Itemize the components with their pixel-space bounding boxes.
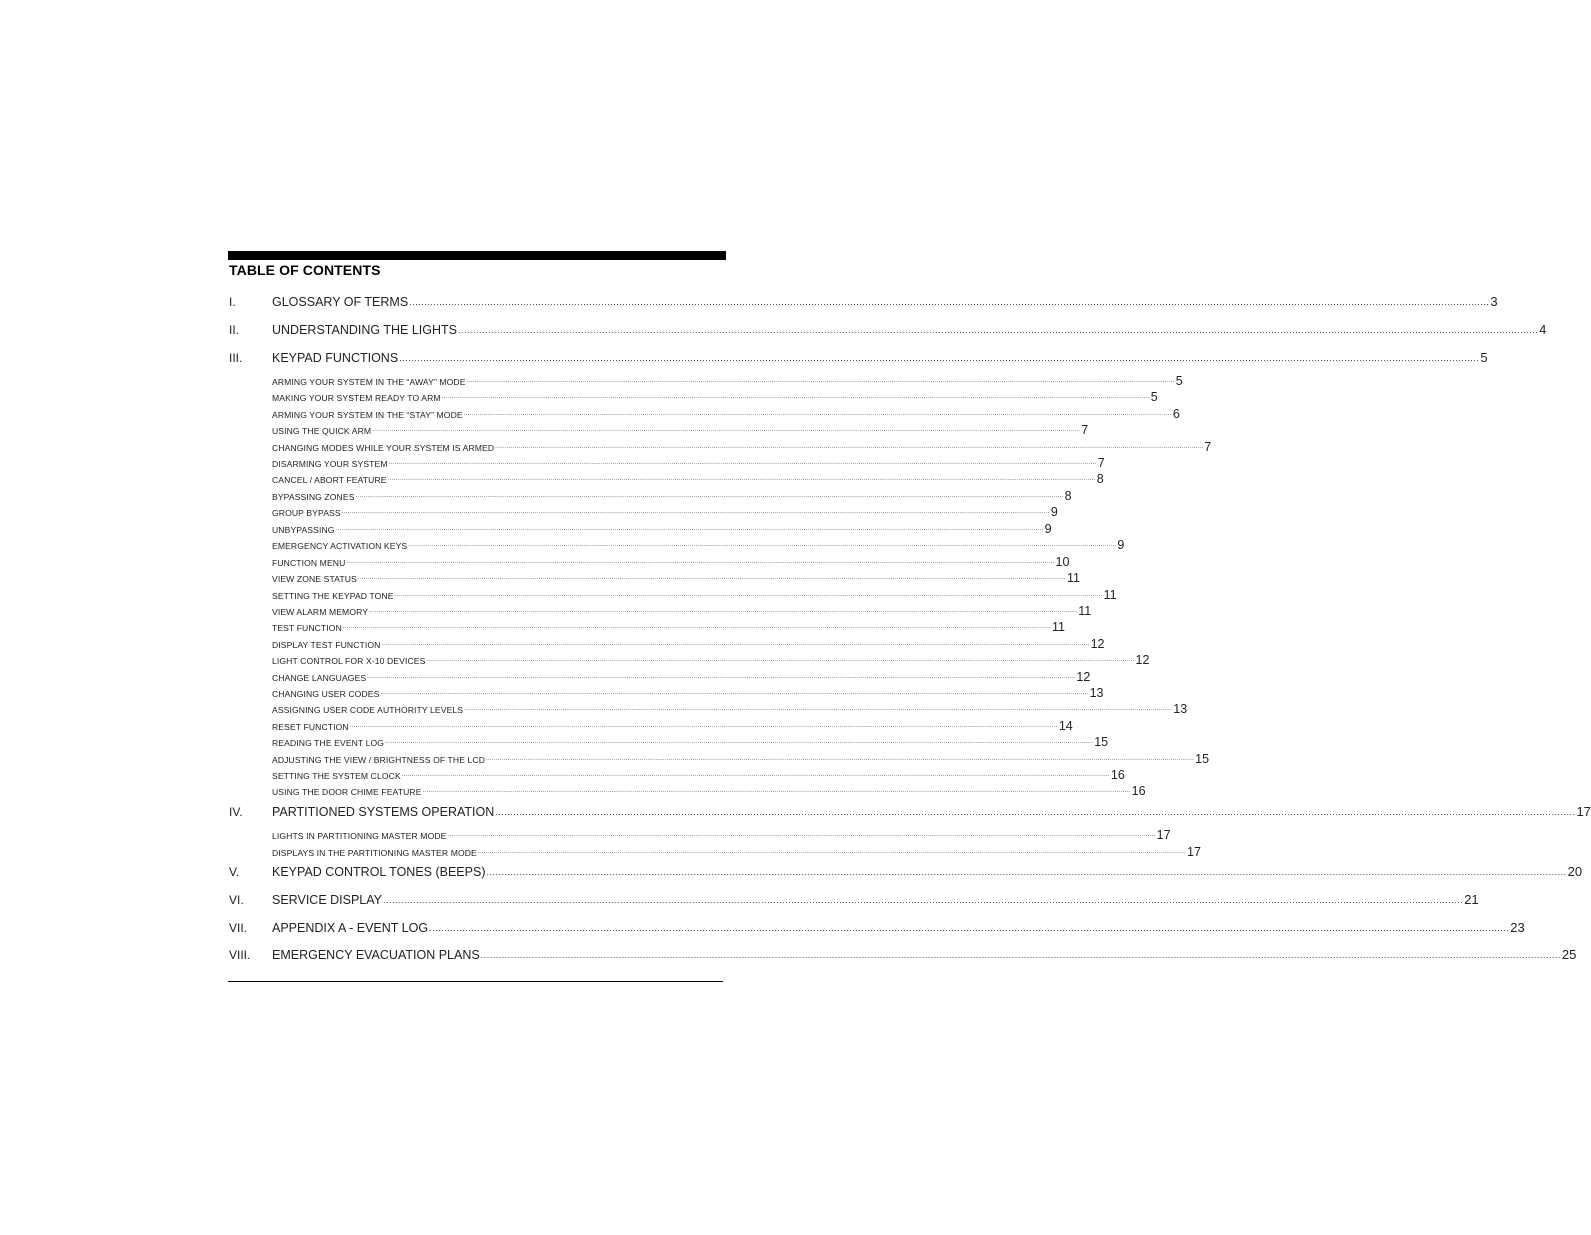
page-number: 8	[1096, 472, 1104, 486]
section-number: II.	[229, 323, 240, 337]
page-number: 5	[1150, 390, 1158, 404]
page-number: 13	[1173, 702, 1188, 716]
section-title: SERVICE DISPLAY	[272, 893, 382, 907]
top-heading-rule	[228, 251, 726, 260]
subentry-title: DISPLAYS IN THE PARTITIONING MASTER MODE	[272, 848, 477, 858]
page-number: 9	[1044, 522, 1052, 536]
page-number: 10	[1055, 555, 1070, 569]
subentry-title: CHANGING USER CODES	[272, 689, 380, 699]
page-number: 14	[1058, 719, 1073, 733]
page-number: 9	[1050, 505, 1058, 519]
subentry-title: VIEW ALARM MEMORY	[272, 607, 369, 617]
toc-subentry[interactable]	[229, 750, 1210, 766]
toc-entry-service-display[interactable]	[229, 892, 1479, 908]
page-number: 15	[1094, 735, 1109, 749]
section-number: V.	[229, 865, 240, 879]
toc-entry-keypad-functions[interactable]	[229, 350, 1488, 366]
page-number: 12	[1090, 637, 1105, 651]
dot-leader: ........................................................................................................................................................................................................................................................................................................................................................................	[387, 476, 1096, 482]
dot-leader: ........................................................................................................................................................................................................................................................................................................................................................................	[346, 559, 1055, 565]
section-title: GLOSSARY OF TERMS	[272, 295, 409, 309]
toc-subentry[interactable]	[229, 487, 1072, 503]
subentry-title: ARMING YOUR SYSTEM IN THE “STAY” MODE	[272, 410, 463, 420]
toc-entry-partitioned-systems[interactable]	[229, 804, 1591, 820]
toc-entry-evacuation-plans[interactable]	[229, 947, 1577, 963]
page-number: 20	[1567, 864, 1583, 879]
bottom-rule	[228, 981, 723, 982]
toc-subentry[interactable]	[229, 826, 1171, 842]
toc-subentry[interactable]	[229, 405, 1180, 421]
page-number: 8	[1064, 489, 1072, 503]
section-title: UNDERSTANDING THE LIGHTS	[272, 323, 457, 337]
page-number: 11	[1052, 620, 1065, 634]
subentry-title: LIGHTS IN PARTITIONING MASTER MODE	[272, 831, 447, 841]
page-number: 11	[1066, 571, 1080, 585]
page-number: 17	[1156, 828, 1171, 842]
toc-subentry[interactable]	[229, 536, 1125, 552]
subentry-title: DISARMING YOUR SYSTEM	[272, 459, 388, 469]
dot-leader: ........................................................................................................................................................................................................................................................................................................................................................................	[367, 674, 1076, 680]
dot-leader: ........................................................................................................................................................................................................................................................................................................................................................................	[342, 624, 1052, 630]
page-number: 7	[1081, 423, 1089, 437]
dot-leader: ........................................................................................................................................................................................................................................................................................................................................................................	[399, 353, 1480, 363]
page-number: 7	[1204, 440, 1212, 454]
toc-entry-lights[interactable]	[229, 322, 1547, 338]
section-number: I.	[229, 295, 236, 309]
page-number: 11	[1103, 588, 1117, 602]
toc-subentry[interactable]	[229, 586, 1117, 602]
toc-subentry[interactable]	[229, 520, 1052, 536]
toc-subentry[interactable]	[229, 668, 1091, 684]
section-title: PARTITIONED SYSTEMS OPERATION	[272, 805, 495, 819]
toc-subentry[interactable]	[229, 684, 1104, 700]
section-title: APPENDIX A - EVENT LOG	[272, 921, 429, 935]
toc-subentry[interactable]	[229, 618, 1065, 634]
page-number: 16	[1131, 784, 1146, 798]
toc-subentry[interactable]	[229, 470, 1104, 486]
subentry-title: VIEW ZONE STATUS	[272, 574, 357, 584]
dot-leader: ........................................................................................................................................................................................................................................................................................................................................................................	[341, 509, 1050, 515]
dot-leader: ........................................................................................................................................................................................................................................................................................................................................................................	[349, 723, 1058, 729]
subentry-title: USING THE DOOR CHIME FEATURE	[272, 787, 422, 797]
page-number: 11	[1078, 604, 1092, 618]
toc-subentry[interactable]	[229, 553, 1070, 569]
dot-leader: ........................................................................................................................................................................................................................................................................................................................................................................	[335, 526, 1044, 532]
dot-leader: ........................................................................................................................................................................................................................................................................................................................................................................	[466, 378, 1175, 384]
page-title: TABLE OF CONTENTS	[229, 262, 381, 278]
page-number: 17	[1576, 804, 1591, 819]
dot-leader: ........................................................................................................................................................................................................................................................................................................................................................................	[408, 542, 1117, 548]
subentry-title: ADJUSTING THE VIEW / BRIGHTNESS OF THE LCD	[272, 755, 486, 765]
dot-leader: ........................................................................................................................................................................................................................................................................................................................................................................	[388, 460, 1097, 466]
dot-leader: ........................................................................................................................................................................................................................................................................................................................................................................	[369, 608, 1078, 614]
section-number: VII.	[229, 921, 248, 935]
toc-subentry[interactable]	[229, 438, 1212, 454]
page-number: 5	[1480, 350, 1488, 365]
subentry-title: USING THE QUICK ARM	[272, 426, 372, 436]
dot-leader: ........................................................................................................................................................................................................................................................................................................................................................................	[486, 867, 1567, 877]
dot-leader: ........................................................................................................................................................................................................................................................................................................................................................................	[422, 788, 1131, 794]
subentry-title: ARMING YOUR SYSTEM IN THE “AWAY” MODE	[272, 377, 466, 387]
page-number: 7	[1097, 456, 1105, 470]
toc-subentry[interactable]	[229, 635, 1105, 651]
page-number: 21	[1464, 892, 1479, 907]
dot-leader: ........................................................................................................................................................................................................................................................................................................................................................................	[385, 739, 1094, 745]
toc-subentry[interactable]	[229, 388, 1158, 404]
toc-entry-glossary[interactable]	[229, 294, 1498, 310]
section-number: VI.	[229, 893, 244, 907]
page-number: 12	[1135, 653, 1150, 667]
toc-entry-control-tones[interactable]	[229, 864, 1583, 880]
page-number: 23	[1510, 920, 1525, 935]
toc-entry-appendix-a[interactable]	[229, 920, 1525, 936]
toc-subentry[interactable]	[229, 733, 1109, 749]
section-title: KEYPAD FUNCTIONS	[272, 351, 399, 365]
subentry-title: ASSIGNING USER CODE AUTHORITY LEVELS	[272, 705, 464, 715]
page-number: 16	[1110, 768, 1125, 782]
toc-subentry[interactable]	[229, 421, 1089, 437]
dot-leader: ........................................................................................................................................................................................................................................................................................................................................................................	[401, 772, 1110, 778]
subentry-title: DISPLAY TEST FUNCTION	[272, 640, 381, 650]
subentry-title: GROUP BYPASS	[272, 508, 341, 518]
page-number: 12	[1076, 670, 1091, 684]
subentry-title: UNBYPASSING	[272, 525, 335, 535]
section-number: III.	[229, 351, 243, 365]
section-number: VIII.	[229, 948, 251, 962]
section-title: EMERGENCY EVACUATION PLANS	[272, 948, 480, 962]
dot-leader: ........................................................................................................................................................................................................................................................................................................................................................................	[380, 690, 1089, 696]
subentry-title: CHANGE LANGUAGES	[272, 673, 367, 683]
dot-leader: ........................................................................................................................................................................................................................................................................................................................................................................	[394, 592, 1103, 598]
section-number: IV.	[229, 805, 243, 819]
page-number: 13	[1089, 686, 1104, 700]
toc-subentry[interactable]	[229, 700, 1188, 716]
dot-leader: ........................................................................................................................................................................................................................................................................................................................................................................	[381, 641, 1090, 647]
subentry-title: CHANGING MODES WHILE YOUR SYSTEM IS ARMED	[272, 443, 495, 453]
toc-subentry[interactable]	[229, 602, 1092, 618]
toc-subentry[interactable]	[229, 503, 1058, 519]
dot-leader: ........................................................................................................................................................................................................................................................................................................................................................................	[480, 950, 1561, 960]
toc-subentry[interactable]	[229, 843, 1201, 859]
toc-subentry[interactable]	[229, 569, 1080, 585]
dot-leader: ........................................................................................................................................................................................................................................................................................................................................................................	[441, 394, 1150, 400]
toc-subentry[interactable]	[229, 782, 1146, 798]
dot-leader: ........................................................................................................................................................................................................................................................................................................................................................................	[486, 756, 1195, 762]
page-number: 4	[1539, 322, 1547, 337]
subentry-title: TEST FUNCTION	[272, 623, 342, 633]
dot-leader: ........................................................................................................................................................................................................................................................................................................................................................................	[383, 895, 1464, 905]
dot-leader: ........................................................................................................................................................................................................................................................................................................................................................................	[464, 706, 1173, 712]
page-number: 6	[1172, 407, 1180, 421]
subentry-title: SETTING THE SYSTEM CLOCK	[272, 771, 401, 781]
dot-leader: ........................................................................................................................................................................................................................................................................................................................................................................	[409, 297, 1490, 307]
dot-leader: ........................................................................................................................................................................................................................................................................................................................................................................	[457, 325, 1539, 335]
toc-subentry[interactable]	[229, 717, 1073, 733]
subentry-title: RESET FUNCTION	[272, 722, 349, 732]
subentry-title: BYPASSING ZONES	[272, 492, 355, 502]
subentry-title: LIGHT CONTROL FOR X-10 DEVICES	[272, 656, 426, 666]
page-number: 17	[1187, 845, 1201, 859]
dot-leader: ........................................................................................................................................................................................................................................................................................................................................................................	[447, 832, 1156, 838]
dot-leader: ........................................................................................................................................................................................................................................................................................................................................................................	[495, 807, 1576, 817]
dot-leader: ........................................................................................................................................................................................................................................................................................................................................................................	[463, 411, 1172, 417]
subentry-title: SETTING THE KEYPAD TONE	[272, 591, 394, 601]
toc-subentry[interactable]	[229, 454, 1105, 470]
dot-leader: ........................................................................................................................................................................................................................................................................................................................................................................	[355, 493, 1064, 499]
page-number: 9	[1117, 538, 1125, 552]
dot-leader: ........................................................................................................................................................................................................................................................................................................................................................................	[426, 657, 1135, 663]
subentry-title: FUNCTION MENU	[272, 558, 346, 568]
toc-subentry[interactable]	[229, 372, 1183, 388]
toc-subentry[interactable]	[229, 651, 1150, 667]
dot-leader: ........................................................................................................................................................................................................................................................................................................................................................................	[477, 849, 1186, 855]
dot-leader: ........................................................................................................................................................................................................................................................................................................................................................................	[372, 427, 1081, 433]
subentry-title: MAKING YOUR SYSTEM READY TO ARM	[272, 393, 441, 403]
subentry-title: READING THE EVENT LOG	[272, 738, 385, 748]
section-title: KEYPAD CONTROL TONES (BEEPS)	[272, 865, 486, 879]
page-number: 5	[1175, 374, 1183, 388]
page-number: 25	[1561, 947, 1577, 962]
subentry-title: CANCEL / ABORT FEATURE	[272, 475, 387, 485]
dot-leader: ........................................................................................................................................................................................................................................................................................................................................................................	[429, 923, 1510, 933]
subentry-title: EMERGENCY ACTIVATION KEYS	[272, 541, 408, 551]
dot-leader: ........................................................................................................................................................................................................................................................................................................................................................................	[495, 444, 1204, 450]
dot-leader: ........................................................................................................................................................................................................................................................................................................................................................................	[357, 575, 1066, 581]
page-number: 3	[1490, 294, 1498, 309]
page-number: 15	[1195, 752, 1210, 766]
toc-subentry[interactable]	[229, 766, 1125, 782]
